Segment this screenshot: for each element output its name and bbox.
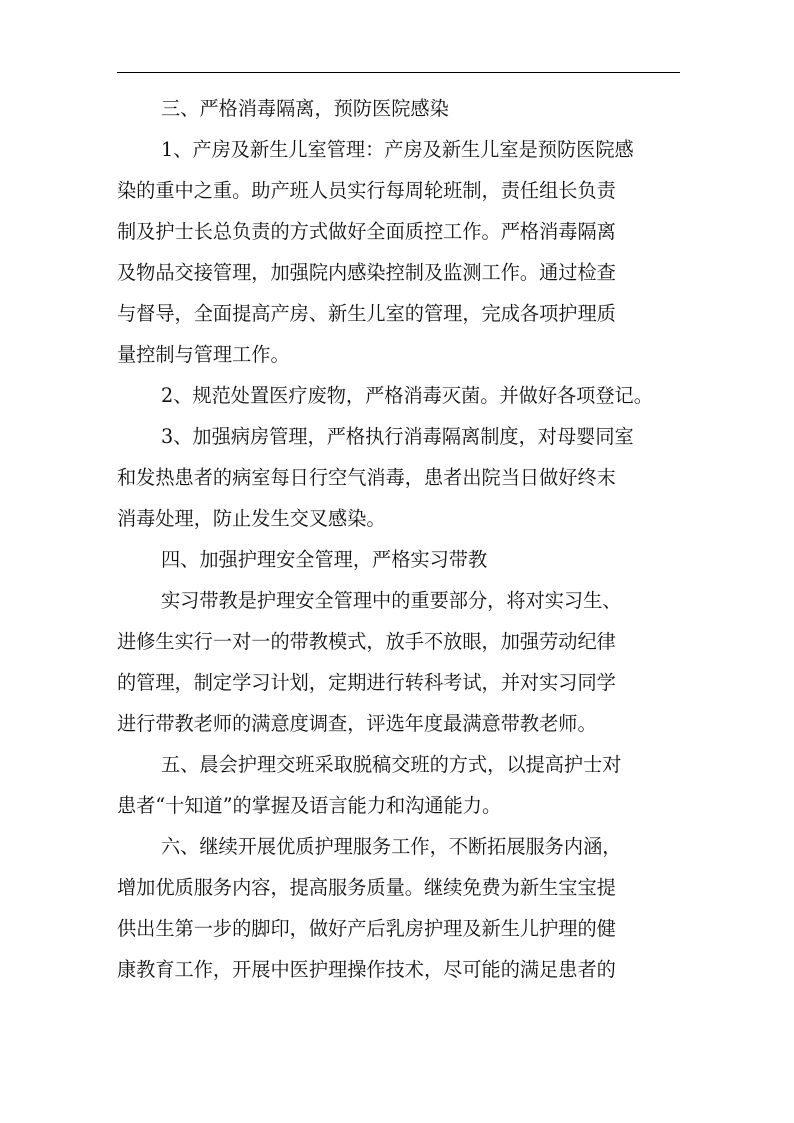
text-line: 供出生第一步的脚印，做好产后乳房护理及新生儿护理的健 bbox=[117, 917, 616, 940]
text-line: 四、加强护理安全管理，严格实习带教 bbox=[161, 548, 488, 571]
text-line: 及物品交接管理，加强院内感染控制及监测工作。通过检查 bbox=[117, 261, 616, 284]
text-line: 进行带教老师的满意度调查，评选年度最满意带教老师。 bbox=[117, 712, 597, 735]
text-line: 1、产房及新生儿室管理：产房及新生儿室是预防医院感 bbox=[161, 138, 634, 161]
text-line: 康教育工作，开展中医护理操作技术，尽可能的满足患者的 bbox=[117, 958, 616, 981]
text-line: 2、规范处置医疗废物，严格消毒灭菌。并做好各项登记。 bbox=[161, 384, 653, 407]
text-line: 患者“十知道”的掌握及语言能力和沟通能力。 bbox=[117, 794, 502, 817]
text-line: 增加优质服务内容，提高服务质量。继续免费为新生宝宝提 bbox=[117, 876, 616, 899]
text-line: 三、严格消毒隔离，预防医院感染 bbox=[161, 97, 449, 120]
header-rule bbox=[117, 72, 680, 73]
text-line: 的管理，制定学习计划，定期进行转科考试，并对实习同学 bbox=[117, 671, 616, 694]
text-line: 3、加强病房管理，严格执行消毒隔离制度，对母婴同室 bbox=[161, 425, 634, 448]
text-line: 与督导，全面提高产房、新生儿室的管理，完成各项护理质 bbox=[117, 302, 616, 325]
text-line: 六、继续开展优质护理服务工作，不断拓展服务内涵， bbox=[161, 835, 622, 858]
text-line: 消毒处理，防止发生交叉感染。 bbox=[117, 507, 386, 530]
text-line: 染的重中之重。助产班人员实行每周轮班制，责任组长负责 bbox=[117, 179, 616, 202]
text-line: 进修生实行一对一的带教模式，放手不放眼，加强劳动纪律 bbox=[117, 630, 616, 653]
text-line: 实习带教是护理安全管理中的重要部分，将对实习生、 bbox=[161, 589, 622, 612]
text-line: 制及护士长总负责的方式做好全面质控工作。严格消毒隔离 bbox=[117, 220, 616, 243]
text-line: 量控制与管理工作。 bbox=[117, 343, 290, 366]
document-body bbox=[117, 88, 680, 990]
text-line: 五、晨会护理交班采取脱稿交班的方式，以提高护士对 bbox=[161, 753, 622, 776]
text-line: 和发热患者的病室每日行空气消毒，患者出院当日做好终末 bbox=[117, 466, 616, 489]
